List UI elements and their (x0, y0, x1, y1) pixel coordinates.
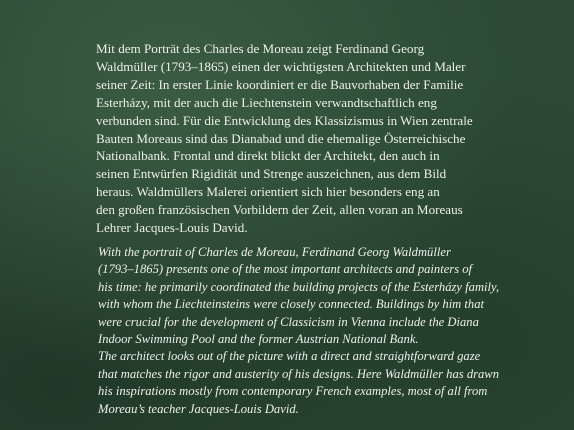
german-line: Mit dem Porträt des Charles de Moreau zeigt Ferdinand Georg (96, 41, 425, 56)
english-line: were crucial for the development of Classicism in Vienna include the Diana (98, 314, 479, 329)
german-line: Lehrer Jacques-Louis David. (96, 220, 248, 236)
english-line: with whom the Liechteinsteins were closely connected. Buildings by him that (98, 297, 485, 312)
german-line: verbunden sind. Für die Entwicklung des Klassizismus in Wien zentrale (96, 112, 473, 128)
english-line: The architect looks out of the picture with a direct and straightforward gaze (98, 349, 481, 364)
english-line: With the portrait of Charles de Moreau, Ferdinand Georg Waldmüller (98, 245, 451, 259)
german-line: den großen französischen Vorbildern der Zeit, allen voran an Moreaus (96, 202, 463, 218)
german-line: seiner Zeit: In erster Linie koordiniert er die Bauvorhaben der Familie (96, 76, 464, 92)
german-line: heraus. Waldmüllers Malerei orientiert sich hier besonders eng an (96, 184, 440, 200)
german-line: Waldmüller (1793–1865) einen der wichtigsten Architekten und Maler (96, 58, 466, 74)
german-line: Bauten Moreaus sind das Dianabad und die ehemalige Österreichische (96, 130, 466, 146)
english-line: his time: he primarily coordinated the building projects of the Esterházy family, (98, 279, 500, 294)
german-line: seinen Entwürfen Rigidität und Strenge auszeichnen, aus dem Bild (96, 166, 447, 182)
english-line: his inspirations mostly from contemporary French examples, most of all from (98, 384, 488, 399)
english-line: Indoor Swimming Pool and the former Austrian National Bank. (98, 332, 419, 347)
english-line: that matches the rigor and austerity of his designs. Here Waldmüller has drawn (98, 366, 500, 381)
english-description (98, 244, 558, 418)
german-line: Esterházy, mit der auch die Liechtenstein verwandtschaftlich eng (96, 94, 437, 110)
german-description (96, 40, 546, 237)
english-line: (1793–1865) presents one of the most important architects and painters of (98, 262, 473, 277)
german-line: Nationalbank. Frontal und direkt blickt der Architekt, den auch in (96, 148, 440, 164)
english-line: Moreau’s teacher Jacques-Louis David. (98, 401, 299, 416)
